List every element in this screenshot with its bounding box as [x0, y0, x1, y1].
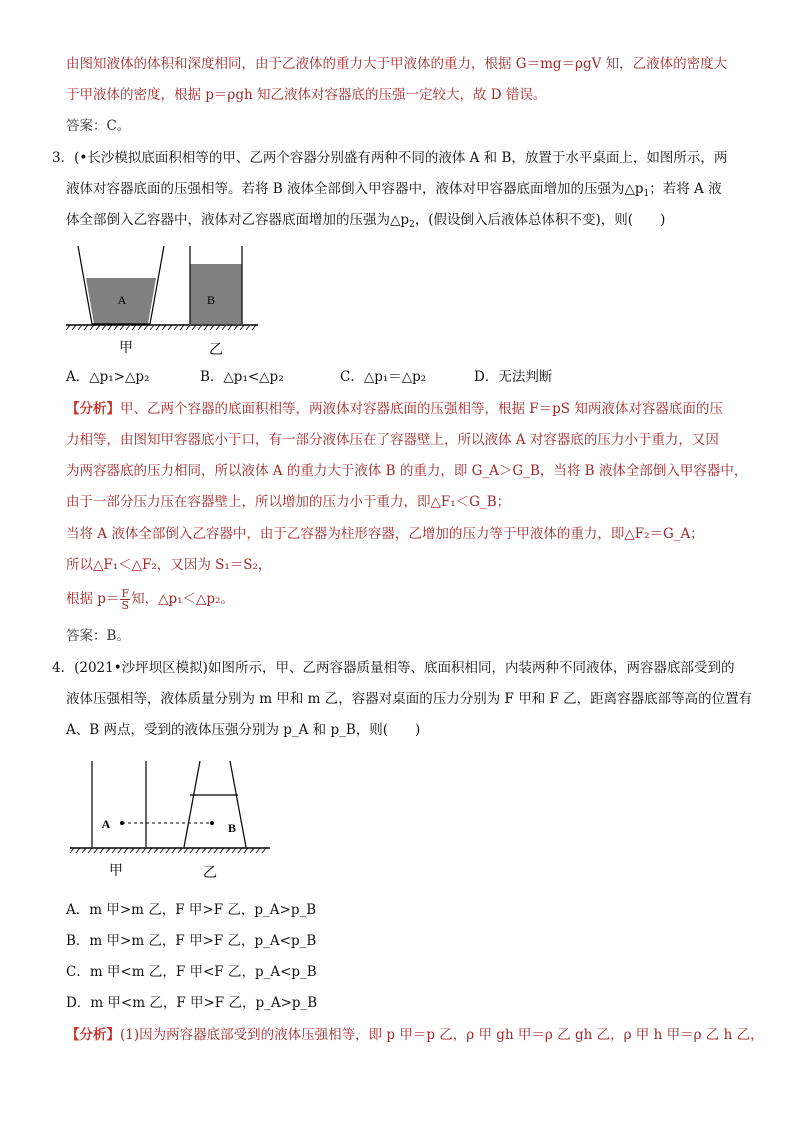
q4-stem-line-3: A、B 两点，受到的液体压强分别为 p_A 和 p_B，则( )	[66, 722, 421, 738]
q4-option-d[interactable]: D．m 甲<m 乙，F 甲>F 乙，p_A>p_B	[66, 995, 318, 1011]
q3-analysis-line-4: 由于一部分压力压在容器壁上，所以增加的压力小于重力，即△F₁＜G_B；	[66, 494, 511, 510]
q4-analysis-tag: 【分析】	[66, 1027, 120, 1043]
prev-analysis-line-1: 由图知液体的体积和深度相同，由于乙液体的重力大于甲液体的重力，根据 G＝mg＝ρgV 知，乙液体的密度大	[66, 56, 728, 72]
q3-analysis-line-1: 【分析】甲、乙两个容器的底面积相等，两液体对容器底面的压强相等，根据 F＝pS 知两液体对容器底面的压	[66, 401, 723, 417]
q3-analysis-line-2: 力相等，由图知甲容器底小于口，有一部分液体压在了容器壁上，所以液体 A 对容器底的压力小于重力，又因	[66, 432, 719, 448]
q3-stem-line-3: 体全部倒入乙容器中，液体对乙容器底面增加的压强为$\triangle p_2$，(假设倒入后液体总体积不变)，则( )	[66, 212, 666, 230]
q4-point-a	[120, 821, 124, 825]
q4-option-a[interactable]: A．m 甲>m 乙，F 甲>F 乙，p_A>p_B	[66, 902, 317, 918]
q3-liquid-b	[190, 264, 242, 324]
q3-option-a[interactable]: A．△p₁>△p₂	[66, 369, 150, 385]
q3-analysis-line-6: 所以△F₁＜△F₂，又因为 S₁＝S₂，	[66, 557, 272, 573]
q4-label-b: B	[227, 821, 237, 835]
q3-option-c[interactable]: C．△p₁＝△p₂	[340, 369, 427, 385]
q4-stem-line-1: 4．(2021•沙坪坝区模拟)如图所示，甲、乙两容器质量相等、底面积相同，内装两种不同液体，两容器底部受到的	[52, 660, 735, 676]
q3-caption-right: 乙	[209, 343, 223, 358]
q3-stem-line-1: 3．(•长沙模拟底面积相等的甲、乙两个容器分别盛有两种不同的液体 A 和 B，放置于水平桌面上，如图所示，两	[52, 150, 728, 166]
q3-analysis-tag: 【分析】	[66, 401, 120, 417]
q4-point-b	[210, 821, 214, 825]
q4-analysis-line-1: 【分析】(1)因为两容器底部受到的液体压强相等，即 p 甲＝p 乙，ρ 甲 gh 甲＝ρ 乙 gh 乙，ρ 甲 h 甲＝ρ 乙 h 乙，	[66, 1027, 764, 1043]
q3-fraction: $\frac{F}{S}$	[121, 587, 130, 612]
q3-label-b: B	[206, 293, 216, 307]
q3-stem-line-2: 液体对容器底面的压强相等。若将 B 液体全部倒入甲容器中，液体对甲容器底面增加的压强为$\triangle p_1$；若将 A 液	[66, 181, 722, 199]
q4-label-a: A	[101, 817, 111, 831]
q3-option-b[interactable]: B．△p₁<△p₂	[200, 369, 284, 385]
q4-caption-left: 甲	[109, 864, 123, 879]
q4-option-c[interactable]: C．m 甲<m 乙，F 甲<F 乙，p_A<p_B	[66, 964, 317, 980]
q3-analysis-line-3: 为两容器底的压力相同，所以液体 A 的重力大于液体 B 的重力，即 G_A＞G_B，当将 B 液体全部倒入甲容器中，	[66, 463, 748, 479]
q4-figure	[66, 755, 276, 885]
prev-answer: 答案：C。	[66, 118, 131, 134]
q3-caption-left: 甲	[119, 341, 133, 356]
q3-analysis-line-7: 根据 p＝ $\frac{F}{S}$ 知，△p₁＜△p₂。	[66, 587, 234, 612]
q3-label-a: A	[117, 293, 127, 307]
q4-caption-right: 乙	[203, 866, 217, 881]
q4-stem-line-2: 液体压强相等，液体质量分别为 m 甲和 m 乙，容器对桌面的压力分别为 F 甲和 F 乙，距离容器底部等高的位置有	[66, 691, 753, 707]
q3-figure	[60, 238, 270, 363]
q3-analysis-line-5: 当将 A 液体全部倒入乙容器中，由于乙容器为柱形容器，乙增加的压力等于甲液体的重力，即△F₂＝G_A；	[66, 526, 704, 542]
prev-analysis-line-2: 于甲液体的密度，根据 p＝ρgh 知乙液体对容器底的压强一定较大，故 D 错误。	[66, 87, 547, 103]
q4-option-b[interactable]: B．m 甲>m 乙，F 甲>F 乙，p_A<p_B	[66, 933, 317, 949]
q3-options	[66, 368, 552, 386]
q3-option-d[interactable]: D．无法判断	[474, 369, 553, 385]
q3-answer: 答案：B。	[66, 628, 130, 644]
